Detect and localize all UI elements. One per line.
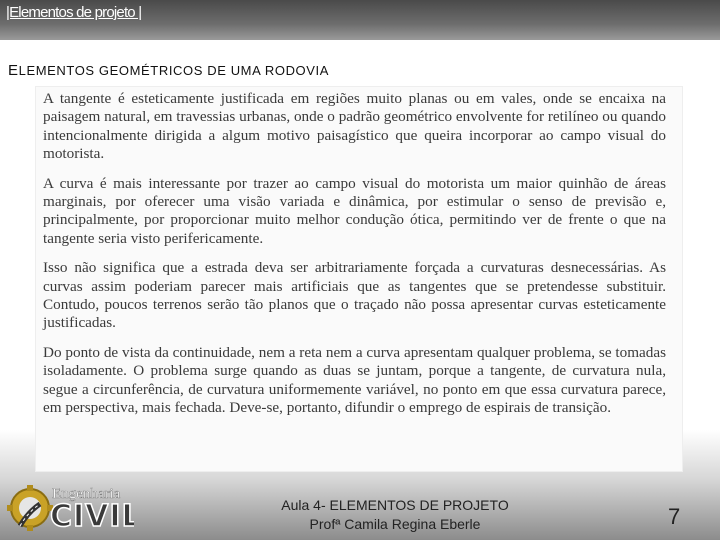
footer-professor: Profª Camila Regina Eberle — [309, 516, 481, 532]
logo-top-text: Engenharia — [52, 486, 121, 502]
paragraph-curva: A curva é mais interessante por trazer ao campo visual do motorista um maior quinhão de áreas marginais, por oferecer uma visão variada e dinâmica, por estimular o senso de previsão e, principalmente, por proporcionar muito melhor condução ótica, permitindo ver de frente o que na tangente seria visto perifericamente. — [43, 174, 666, 247]
paragraph-curvaturas: Isso não significa que a estrada deva ser arbitrariamente forçada a curvaturas desnecessárias. As curvas assim poderiam parecer mais artificiais que as tangentes que se pretendesse substituir. Contudo, poucos terrenos serão tão planos que o traçado não possa apresentar curvas esteticamente justificadas. — [43, 259, 666, 332]
slide-title — [8, 62, 329, 79]
body-text — [43, 90, 666, 429]
footer-course-info — [230, 496, 560, 534]
slide-title-rest: LEMENTOS GEOMÉTRICOS DE UMA RODOVIA — [18, 63, 330, 78]
logo-main-text: CIVIL — [50, 499, 134, 534]
paragraph-tangente: A tangente é esteticamente justificada em regiões muito planas ou em vales, onde se encaixa na paisagem natural, em travessias urbanas, onde o padrão geométrico envolvente for retilíneo ou quando intencionalmente dirigida a algum motivo paisagístico que queira incorporar ao campo visual do motorista. — [43, 90, 666, 163]
slide-title-initial: E — [8, 62, 19, 79]
gear-road-icon — [7, 485, 53, 531]
engenharia-civil-logo — [6, 482, 134, 538]
footer-lesson: Aula 4- ELEMENTOS DE PROJETO — [281, 497, 509, 513]
paragraph-continuidade: Do ponto de vista da continuidade, nem a reta nem a curva apresentam qualquer problema, se tomadas isoladamente. O problema surge quando as duas se juntam, porque a tangente, de curvatura nula, segue a circunferência, de curvatura uniformemente variável, no ponto em que essa curvatura parece, em perspectiva, mais fechada. Deve-se, portanto, difundir o emprego de espirais de transição. — [43, 343, 666, 417]
page-number: 7 — [668, 504, 681, 529]
header-title: |Elementos de projeto | — [6, 4, 142, 21]
